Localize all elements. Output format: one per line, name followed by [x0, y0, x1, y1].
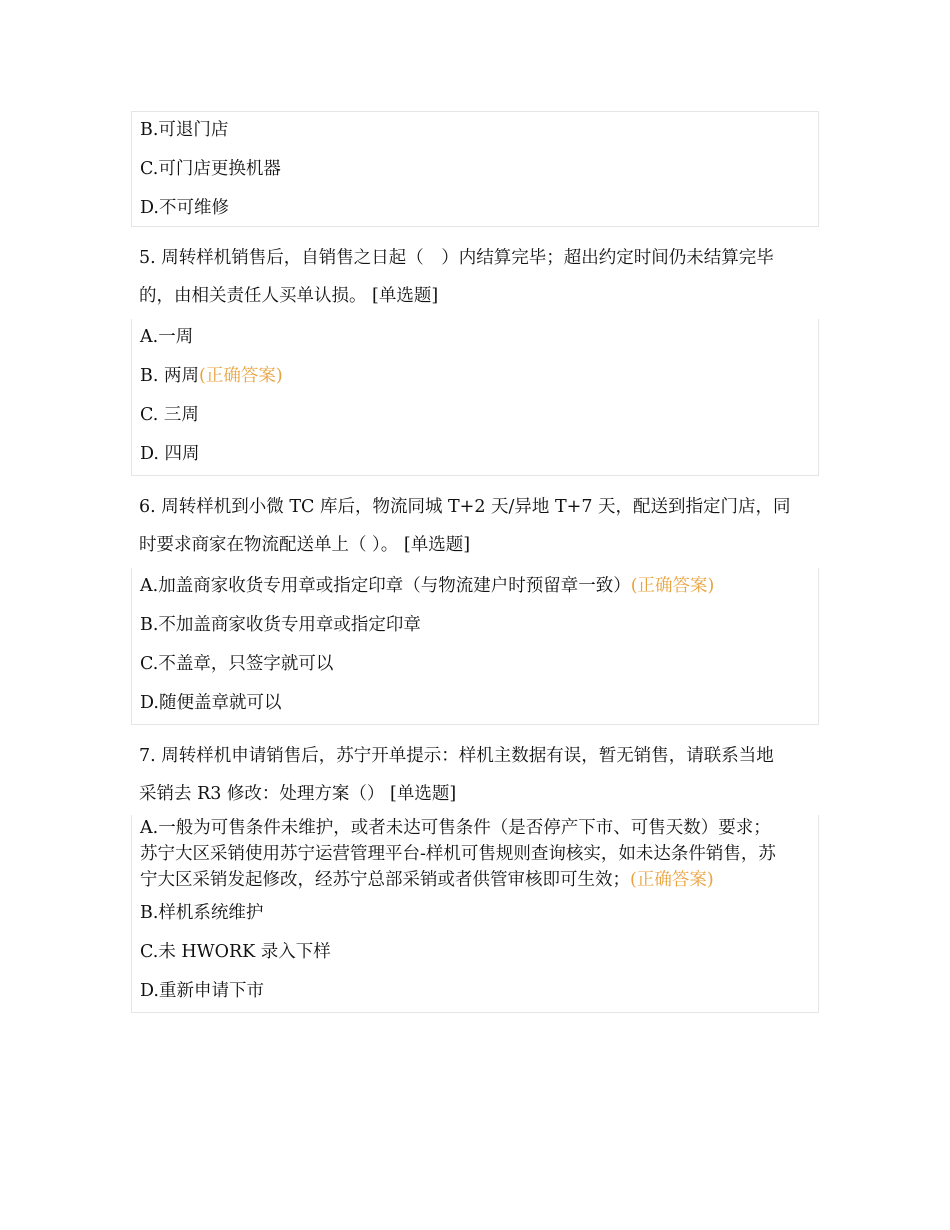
option-b: [140, 358, 810, 397]
option-c: [140, 646, 810, 685]
options-box-q5: [131, 319, 819, 476]
question-text-line: 采销去 R3 修改：处理方案（） [单选题]: [139, 784, 457, 804]
option-b: [140, 607, 810, 646]
option-d: [140, 436, 810, 475]
option-a: [140, 319, 810, 358]
question-text-line: 5. 周转样机销售后，自销售之日起（ ）内结算完毕；超出约定时间仍未结算完毕: [139, 248, 774, 268]
option-a: [140, 568, 810, 607]
question-text-line: 的，由相关责任人买单认损。 [单选题]: [139, 286, 439, 306]
option-text: D.随便盖章就可以: [140, 693, 282, 713]
option-text: B.不加盖商家收货专用章或指定印章: [140, 615, 421, 635]
correct-answer-label: (正确答案): [199, 366, 283, 386]
option-text: D.不可维修: [140, 198, 229, 218]
option-text: C.不盖章，只签字就可以: [140, 654, 334, 674]
correct-answer-label: (正确答案): [630, 870, 714, 890]
question-7: [131, 725, 819, 813]
option-text: A.一般为可售条件未维护，或者未达可售条件（是否停产下市、可售天数）要求；苏宁大区采销使用苏宁运营管理平台-样机可售规则查询核实，如未达条件销售，苏宁大区采销发起修改，经苏宁总部采销或者供管审核即可生效；: [140, 818, 776, 890]
option-text: C. 三周: [140, 405, 199, 425]
options-box-q4: [131, 111, 819, 227]
question-text-line: 6. 周转样机到小微 TC 库后，物流同城 T+2 天/异地 T+7 天，配送到指定门店，同: [139, 497, 791, 517]
option-text: C.未 HWORK 录入下样: [140, 942, 331, 962]
option-text: B. 两周: [140, 366, 199, 386]
option-text: C.可门店更换机器: [140, 159, 281, 179]
correct-answer-label: (正确答案): [630, 576, 715, 596]
option-text: A.加盖商家收货专用章或指定印章（与物流建户时预留章一致）: [140, 576, 631, 596]
option-text: D. 四周: [140, 444, 200, 464]
question-text-line: 7. 周转样机申请销售后，苏宁开单提示：样机主数据有误，暂无销售，请联系当地: [139, 746, 774, 766]
option-text: D.重新申请下市: [140, 981, 264, 1001]
option-c: [140, 151, 810, 190]
option-b: [140, 895, 810, 934]
question-6: [131, 476, 819, 564]
option-d: [140, 685, 810, 724]
options-box-q7: [131, 815, 819, 1013]
option-c: [140, 934, 810, 973]
question-5: [131, 227, 819, 315]
option-text: A.一周: [140, 327, 194, 347]
options-box-q6: [131, 568, 819, 725]
option-d: [140, 973, 810, 1012]
quiz-document: [131, 111, 819, 1013]
option-text: B.可退门店: [140, 120, 229, 140]
option-a: [140, 815, 810, 895]
option-d: [140, 190, 810, 226]
option-c: [140, 397, 810, 436]
option-text: B.样机系统维护: [140, 903, 264, 923]
question-text-line: 时要求商家在物流配送单上（ ）。 [单选题]: [139, 535, 471, 555]
option-b: [140, 112, 810, 151]
